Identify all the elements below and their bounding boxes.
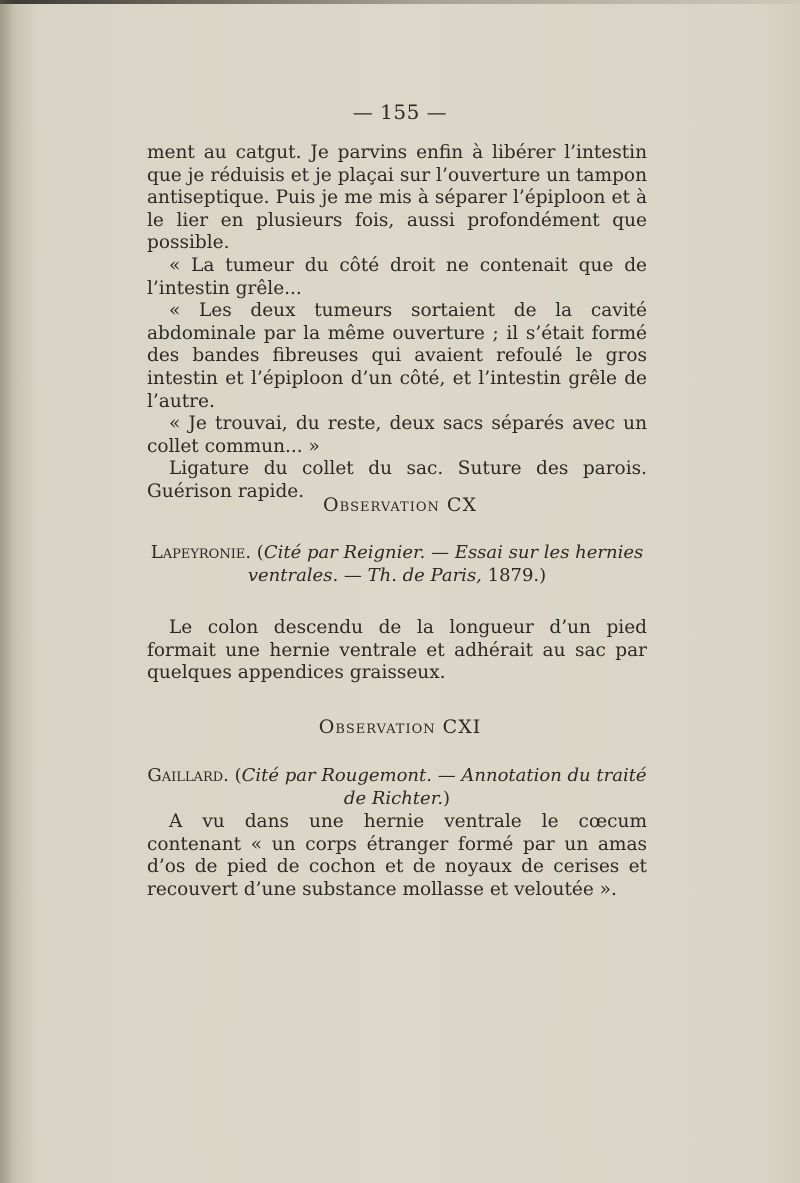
paragraph-ligature: Ligature du collet du sac. Suture des parois. Guérison rapide. [147, 458, 647, 502]
paragraph-sacs-separes: « Je trouvai, du reste, deux sacs séparés avec un collet commun... » [147, 413, 647, 457]
observation-cx-paragraph: Le colon descendu de la longueur d’un pied formait une hernie ventrale et adhérait au sac par quelques appendices graisseux. [147, 617, 647, 684]
observation-cxi-source: Cité par Rougemont. — Annotation du traité de Richter. [241, 765, 647, 809]
page-binding-shadow [0, 0, 14, 1183]
observation-cxi-author: Gaillard. [147, 765, 229, 786]
observation-cxi-body [147, 811, 647, 901]
observation-cx-year: 1879.) [481, 565, 547, 586]
observation-cx-cite-open: ( [251, 542, 264, 563]
observation-cxi-cite-open: ( [228, 765, 242, 786]
observation-cx-citation [147, 541, 647, 587]
body-text-top [147, 142, 647, 504]
paragraph-deux-tumeurs: « Les deux tumeurs sortaient de la cavité abdominale par la même ouverture ; il s’était formé des bandes fibreuses qui avaient refoulé le gros intestin et l’épiploon d’un côté, et l’intestin grêle de l’autre. [147, 300, 647, 412]
observation-cxi-title: Observation CXI [318, 716, 482, 738]
paragraph-tumeur-droite: « La tumeur du côté droit ne contenait que de l’intestin grêle... [147, 254, 647, 299]
observation-cxi-cite-close: ) [443, 788, 451, 809]
page-number: — 155 — [352, 100, 448, 124]
observation-cx-title: Observation CX [323, 494, 477, 516]
observation-cxi-paragraph: A vu dans une hernie ventrale le cœcum contenant « un corps étranger formé par un amas d’os de pied de cochon et de noyaux de cerises et recouvert d’une substance mollasse et veloutée ». [147, 811, 647, 900]
paragraph-continuation: ment au catgut. Je parvins enfin à libérer l’intestin que je réduisis et je plaçai sur l’ouverture un tampon antiseptique. Puis je me mis à séparer l’épiploon et à le lier en plusieurs fois, aussi profondément que possible. [147, 142, 647, 254]
observation-cx-source: Cité par Reignier. — Essai sur les hernies ventrales. — Th. de Paris, [247, 542, 644, 586]
page-top-edge [0, 0, 800, 4]
observation-cx-body [147, 617, 647, 685]
observation-cx-author: Lapeyronie. [150, 542, 252, 563]
observation-cxi-citation [147, 764, 647, 810]
